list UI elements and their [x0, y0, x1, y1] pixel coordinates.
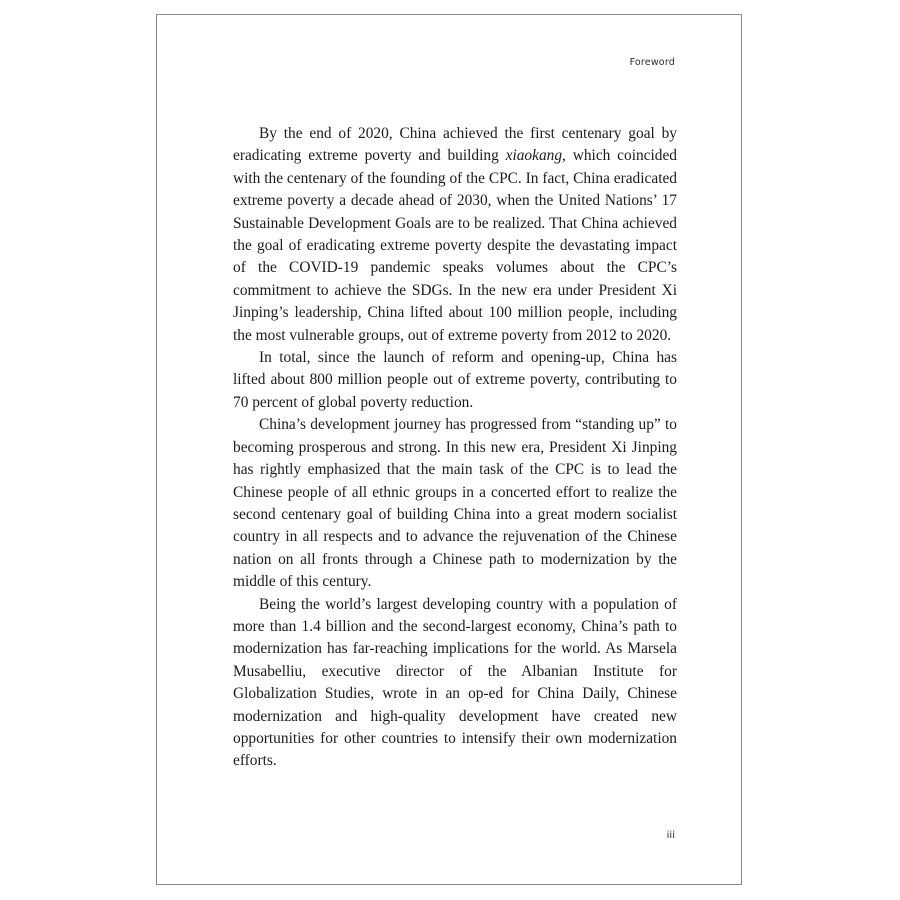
paragraph: China’s development journey has progressed from “standing up” to becoming prosperous and strong. In this new era, President Xi Jinping has rightly emphasized that the main task of the CPC is to lead the Chinese people of all ethnic groups in a concerted effort to realize the second centenary goal of building China into a great modern socialist country in all respects and to advance the rejuvenation of the Chinese nation on all fronts through a Chinese path to modernization by the middle of this century.: [233, 416, 677, 591]
paragraph: Being the world’s largest developing country with a population of more than 1.4 billion and the second-largest economy, China’s path to modernization has far-reaching implications for the world. As Marsela Musabelliu, executive director of the Albanian Institute for Globalization Studies, wrote in an op-ed for China Daily, Chinese modernization and high-quality development have created new opportunities for other countries to intensify their own modernization efforts.: [233, 595, 677, 770]
book-page: [156, 14, 742, 885]
paragraph: In total, since the launch of reform and opening-up, China has lifted about 800 million people out of extreme poverty, contributing to 70 percent of global poverty reduction.: [233, 349, 677, 411]
page-number: iii: [666, 830, 675, 841]
body-text: [233, 123, 677, 773]
paragraph: [233, 123, 677, 347]
paragraph-text: , which coincided with the centenary of the founding of the CPC. In fact, China eradicated extreme poverty a decade ahead of 2030, when the United Nations’ 17 Sustainable Development Goals are to be realized. That China achieved the goal of eradicating extreme poverty despite the devastating impact of the COVID-19 pandemic speaks volumes about the CPC’s commitment to achieve the SDGs. In the new era under President Xi Jinping’s leadership, China lifted about 100 million people, including the most vulnerable groups, out of extreme poverty from 2012 to 2020.: [233, 147, 677, 344]
italic-term: xiaokang: [505, 147, 563, 165]
running-head: Foreword: [629, 57, 675, 68]
paragraph-text: By the end of 2020, China achieved the first centenary goal by eradicating extreme poverty and building: [233, 125, 677, 165]
